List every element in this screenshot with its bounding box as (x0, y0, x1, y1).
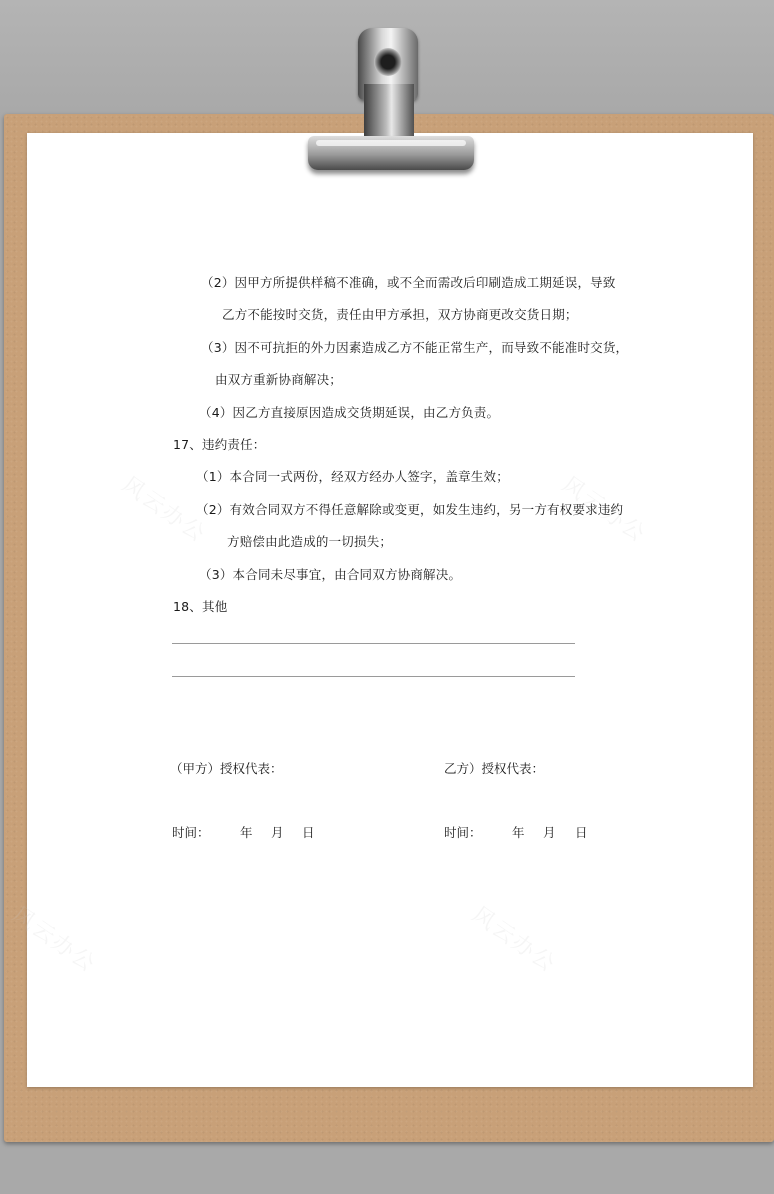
party-a-month: 月 (271, 825, 284, 840)
section-heading: 18、其他 (173, 599, 228, 614)
section-heading: 17、违约责任： (173, 437, 266, 452)
clause-text: （3）因不可抗拒的外力因素造成乙方不能正常生产，而导致不能准时交货， (201, 340, 629, 355)
party-b-year: 年 (512, 825, 525, 840)
clause-text: 乙方不能按时交货，责任由甲方承担，双方协商更改交货日期； (222, 307, 578, 322)
watermark: 风云办公 (467, 902, 561, 978)
watermark: 风云办公 (7, 902, 101, 978)
watermark: 风云办公 (117, 472, 211, 548)
party-a-day: 日 (302, 825, 315, 840)
blank-line (172, 643, 575, 644)
clause-text: （4）因乙方直接原因造成交货期延误，由乙方负责。 (199, 405, 500, 420)
clause-text: （2）因甲方所提供样稿不准确，或不全而需改后印刷造成工期延误，导致 (201, 275, 616, 290)
clause-text: （1）本合同一式两份，经双方经办人签字，盖章生效； (196, 469, 509, 484)
party-b-time-label: 时间： (444, 825, 482, 840)
party-b-representative-label: 乙方）授权代表： (444, 761, 545, 776)
clause-text: （3）本合同未尽事宜，由合同双方协商解决。 (199, 567, 462, 582)
clause-text: 由双方重新协商解决； (215, 372, 343, 387)
clause-text: （2）有效合同双方不得任意解除或变更，如发生违约，另一方有权要求违约 (196, 502, 624, 517)
party-a-representative-label: （甲方）授权代表： (170, 761, 283, 776)
clause-text: 方赔偿由此造成的一切损失； (227, 534, 393, 549)
party-a-year: 年 (240, 825, 253, 840)
blank-line (172, 676, 575, 677)
watermark: 风云办公 (557, 472, 651, 548)
party-b-month: 月 (543, 825, 556, 840)
party-a-time-label: 时间： (172, 825, 210, 840)
metal-binder-clip-icon (290, 24, 490, 184)
party-b-day: 日 (575, 825, 588, 840)
